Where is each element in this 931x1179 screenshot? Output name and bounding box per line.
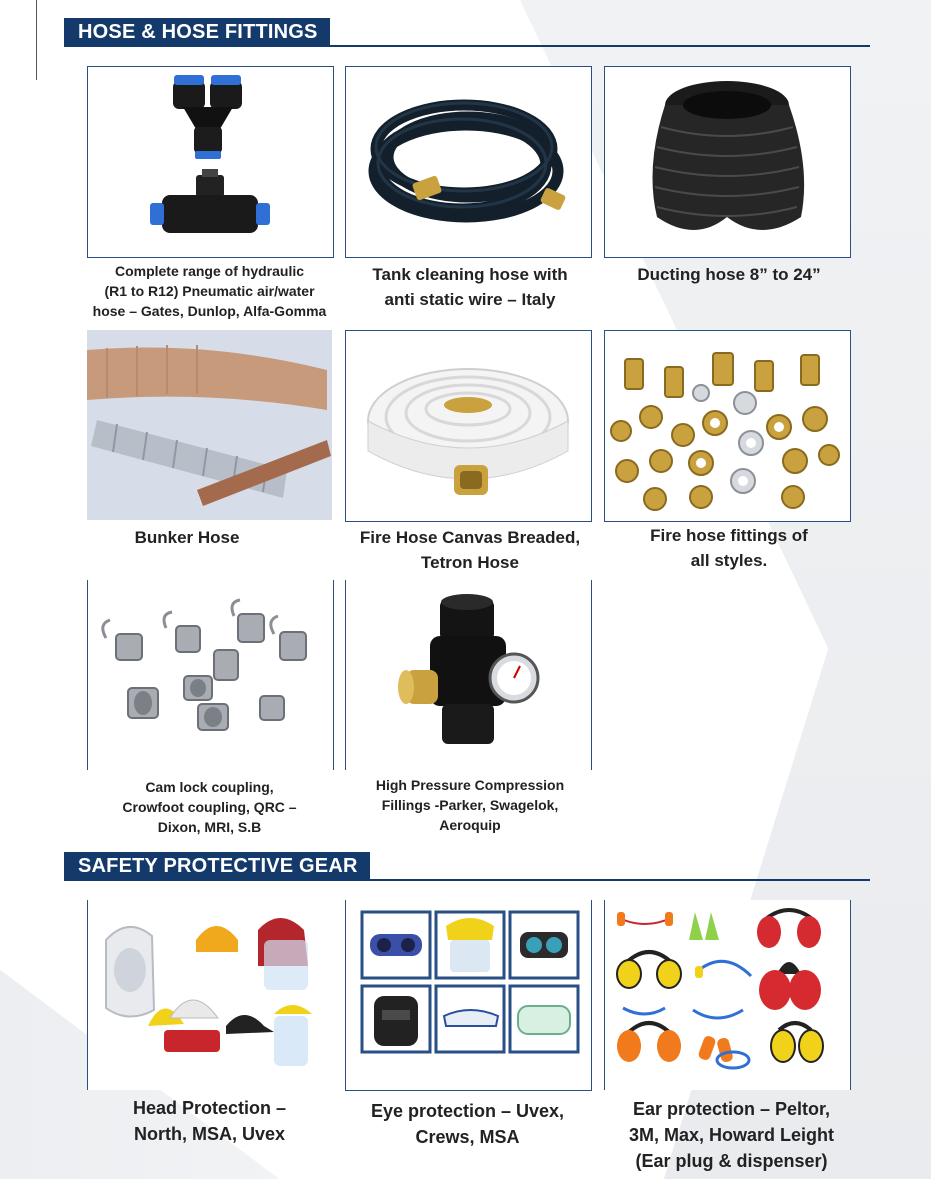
ducting-hose-photo: [604, 66, 851, 258]
caption-line: High Pressure Compression: [375, 777, 565, 793]
fire-fittings-photo: [604, 330, 851, 522]
caption-line: Fire Hose Canvas Breaded,: [359, 528, 581, 547]
caption-line: Bunker Hose: [134, 528, 240, 547]
helmets-photo: [87, 900, 333, 1090]
caption-line: North, MSA, Uvex: [133, 1124, 286, 1144]
coiled-hose-photo: [345, 66, 592, 258]
caption-line: Dixon, MRI, S.B: [157, 819, 262, 835]
caption-line: Aeroquip: [439, 817, 501, 833]
caption-line: Tetron Hose: [421, 553, 519, 572]
section-header-safety: [64, 852, 870, 880]
caption-line: (R1 to R12) Pneumatic air/water: [104, 283, 315, 299]
caption-line: all styles.: [690, 551, 768, 570]
section-title: HOSE & HOSE FITTINGS: [64, 18, 330, 46]
section-rule: [64, 45, 870, 47]
caption-line: anti static wire – Italy: [384, 290, 556, 309]
pneumatic-fittings-photo: [87, 66, 334, 258]
caption-line: Eye protection – Uvex,: [370, 1101, 565, 1121]
pressure-regulator-photo: [345, 580, 592, 770]
caption-line: Crews, MSA: [415, 1127, 520, 1147]
eye-protection-photo: [345, 900, 592, 1091]
section-title: SAFETY PROTECTIVE GEAR: [64, 852, 370, 880]
ear-protection-photo: [604, 900, 851, 1090]
fire-hose-photo: [345, 330, 592, 522]
caption-line: Ducting hose 8” to 24”: [637, 265, 821, 284]
section-header-hose: [64, 18, 870, 46]
caption-line: Fire hose fittings of: [650, 526, 808, 545]
caption-line: Tank cleaning hose with: [372, 265, 568, 284]
caption-line: Ear protection – Peltor,: [632, 1099, 831, 1119]
margin-line: [36, 0, 37, 80]
caption-line: Complete range of hydraulic: [114, 263, 305, 279]
camlock-couplings-photo: [87, 580, 334, 770]
section-rule: [64, 879, 870, 881]
caption-line: (Ear plug & dispenser): [635, 1151, 828, 1171]
caption-line: hose – Gates, Dunlop, Alfa-Gomma: [92, 303, 327, 319]
caption-line: Crowfoot coupling, QRC –: [122, 799, 297, 815]
caption-line: 3M, Max, Howard Leight: [628, 1125, 835, 1145]
caption-line: Cam lock coupling,: [145, 779, 274, 795]
caption-line: Fillings -Parker, Swagelok,: [381, 797, 559, 813]
caption-line: Head Protection –: [132, 1098, 287, 1118]
bunker-hose-photo: [87, 330, 332, 520]
